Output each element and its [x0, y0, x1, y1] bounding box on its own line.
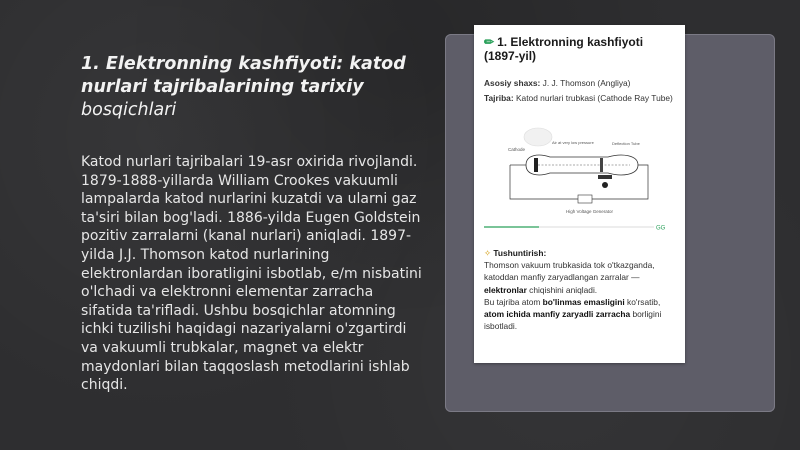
explanation-block	[484, 247, 676, 332]
slide-heading	[81, 53, 411, 122]
label-cathode: Cathode	[508, 147, 526, 152]
watermark: GG	[656, 225, 666, 230]
explanation-paragraph-1	[484, 259, 676, 296]
label-air: Air at very low pressure	[552, 140, 594, 145]
expl-text-1: Thomson vakuum trubkasida tok o'tkazganda, katoddan manfiy zaryadlangan zarralar —	[484, 260, 655, 283]
card-title-text: 1. Elektronning kashfiyoti (1897-yil)	[484, 35, 644, 63]
experiment-value: Katod nurlari trubkasi (Cathode Ray Tube)	[515, 93, 673, 103]
label-deflection: Deflection Tube	[612, 141, 640, 146]
cathode-plate	[534, 158, 538, 172]
expl-text-2: Bu tajriba atom	[484, 296, 543, 307]
heading-line-1: 1. Elektronning kashfiyoti: katod	[81, 54, 406, 74]
compass-icon: ✧	[484, 248, 492, 258]
scientist-value: J. J. Thomson (Angliya)	[542, 78, 631, 88]
expl-bold-2: bo'linmas emasligini	[542, 296, 625, 307]
explanation-paragraph-2	[484, 296, 676, 333]
test-tube-icon: ✏	[484, 35, 495, 49]
expl-bold-2d: atom ichida manfiy zaryadli zarracha	[484, 309, 631, 320]
heading-line-3: bosqichlari	[81, 100, 177, 120]
slide-body-text: Katod nurlari tajribalari 19-asr oxirida rivojlandi. 1879-1888-yillarda William Crookes vakuumli lampalarda katod nurlarini kuzatdi va ularni gaz ta'siri bilan bog'ladi. 1886-yilda Eugen Goldstein pozitiv zarralarni (kanal nurlari) aniqladi. 1897-yilda J.J. Thomson katod nurlarining elektronlardan iboratligini isbotlab, e/m nisbatini o'lchadi va elektronni elementar zarracha sifatida ta'rifladi. Ushbu bosqichlar atomning ichki tuzilishi haqidagi nazariyalarni o'zgartirdi va vakuumli trubkalar, magnet va elektr maydonlari bilan taqqoslash metodlarini ishlab chiqdi.	[81, 154, 422, 394]
expl-text-2e: borligini isbotladi.	[484, 309, 662, 332]
label-hv: High Voltage Generator	[566, 209, 614, 214]
card-title	[484, 35, 679, 63]
scientist-line	[484, 78, 679, 89]
info-card	[474, 25, 685, 363]
divider-rule	[484, 224, 674, 230]
experiment-label: Tajriba:	[484, 93, 514, 103]
experiment-line	[484, 93, 679, 104]
expl-text-1c: chiqishini aniqladi.	[526, 284, 598, 295]
explanation-title: Tushuntirish:	[493, 248, 547, 258]
expl-bold-1: elektronlar	[484, 284, 527, 295]
heading-line-2: nurlari tajribalarining tarixiy	[81, 77, 364, 97]
expl-text-2c: ko'rsatib,	[624, 296, 661, 307]
cathode-ray-tube-diagram	[480, 117, 680, 233]
scientist-label: Asosiy shaxs:	[484, 78, 541, 88]
